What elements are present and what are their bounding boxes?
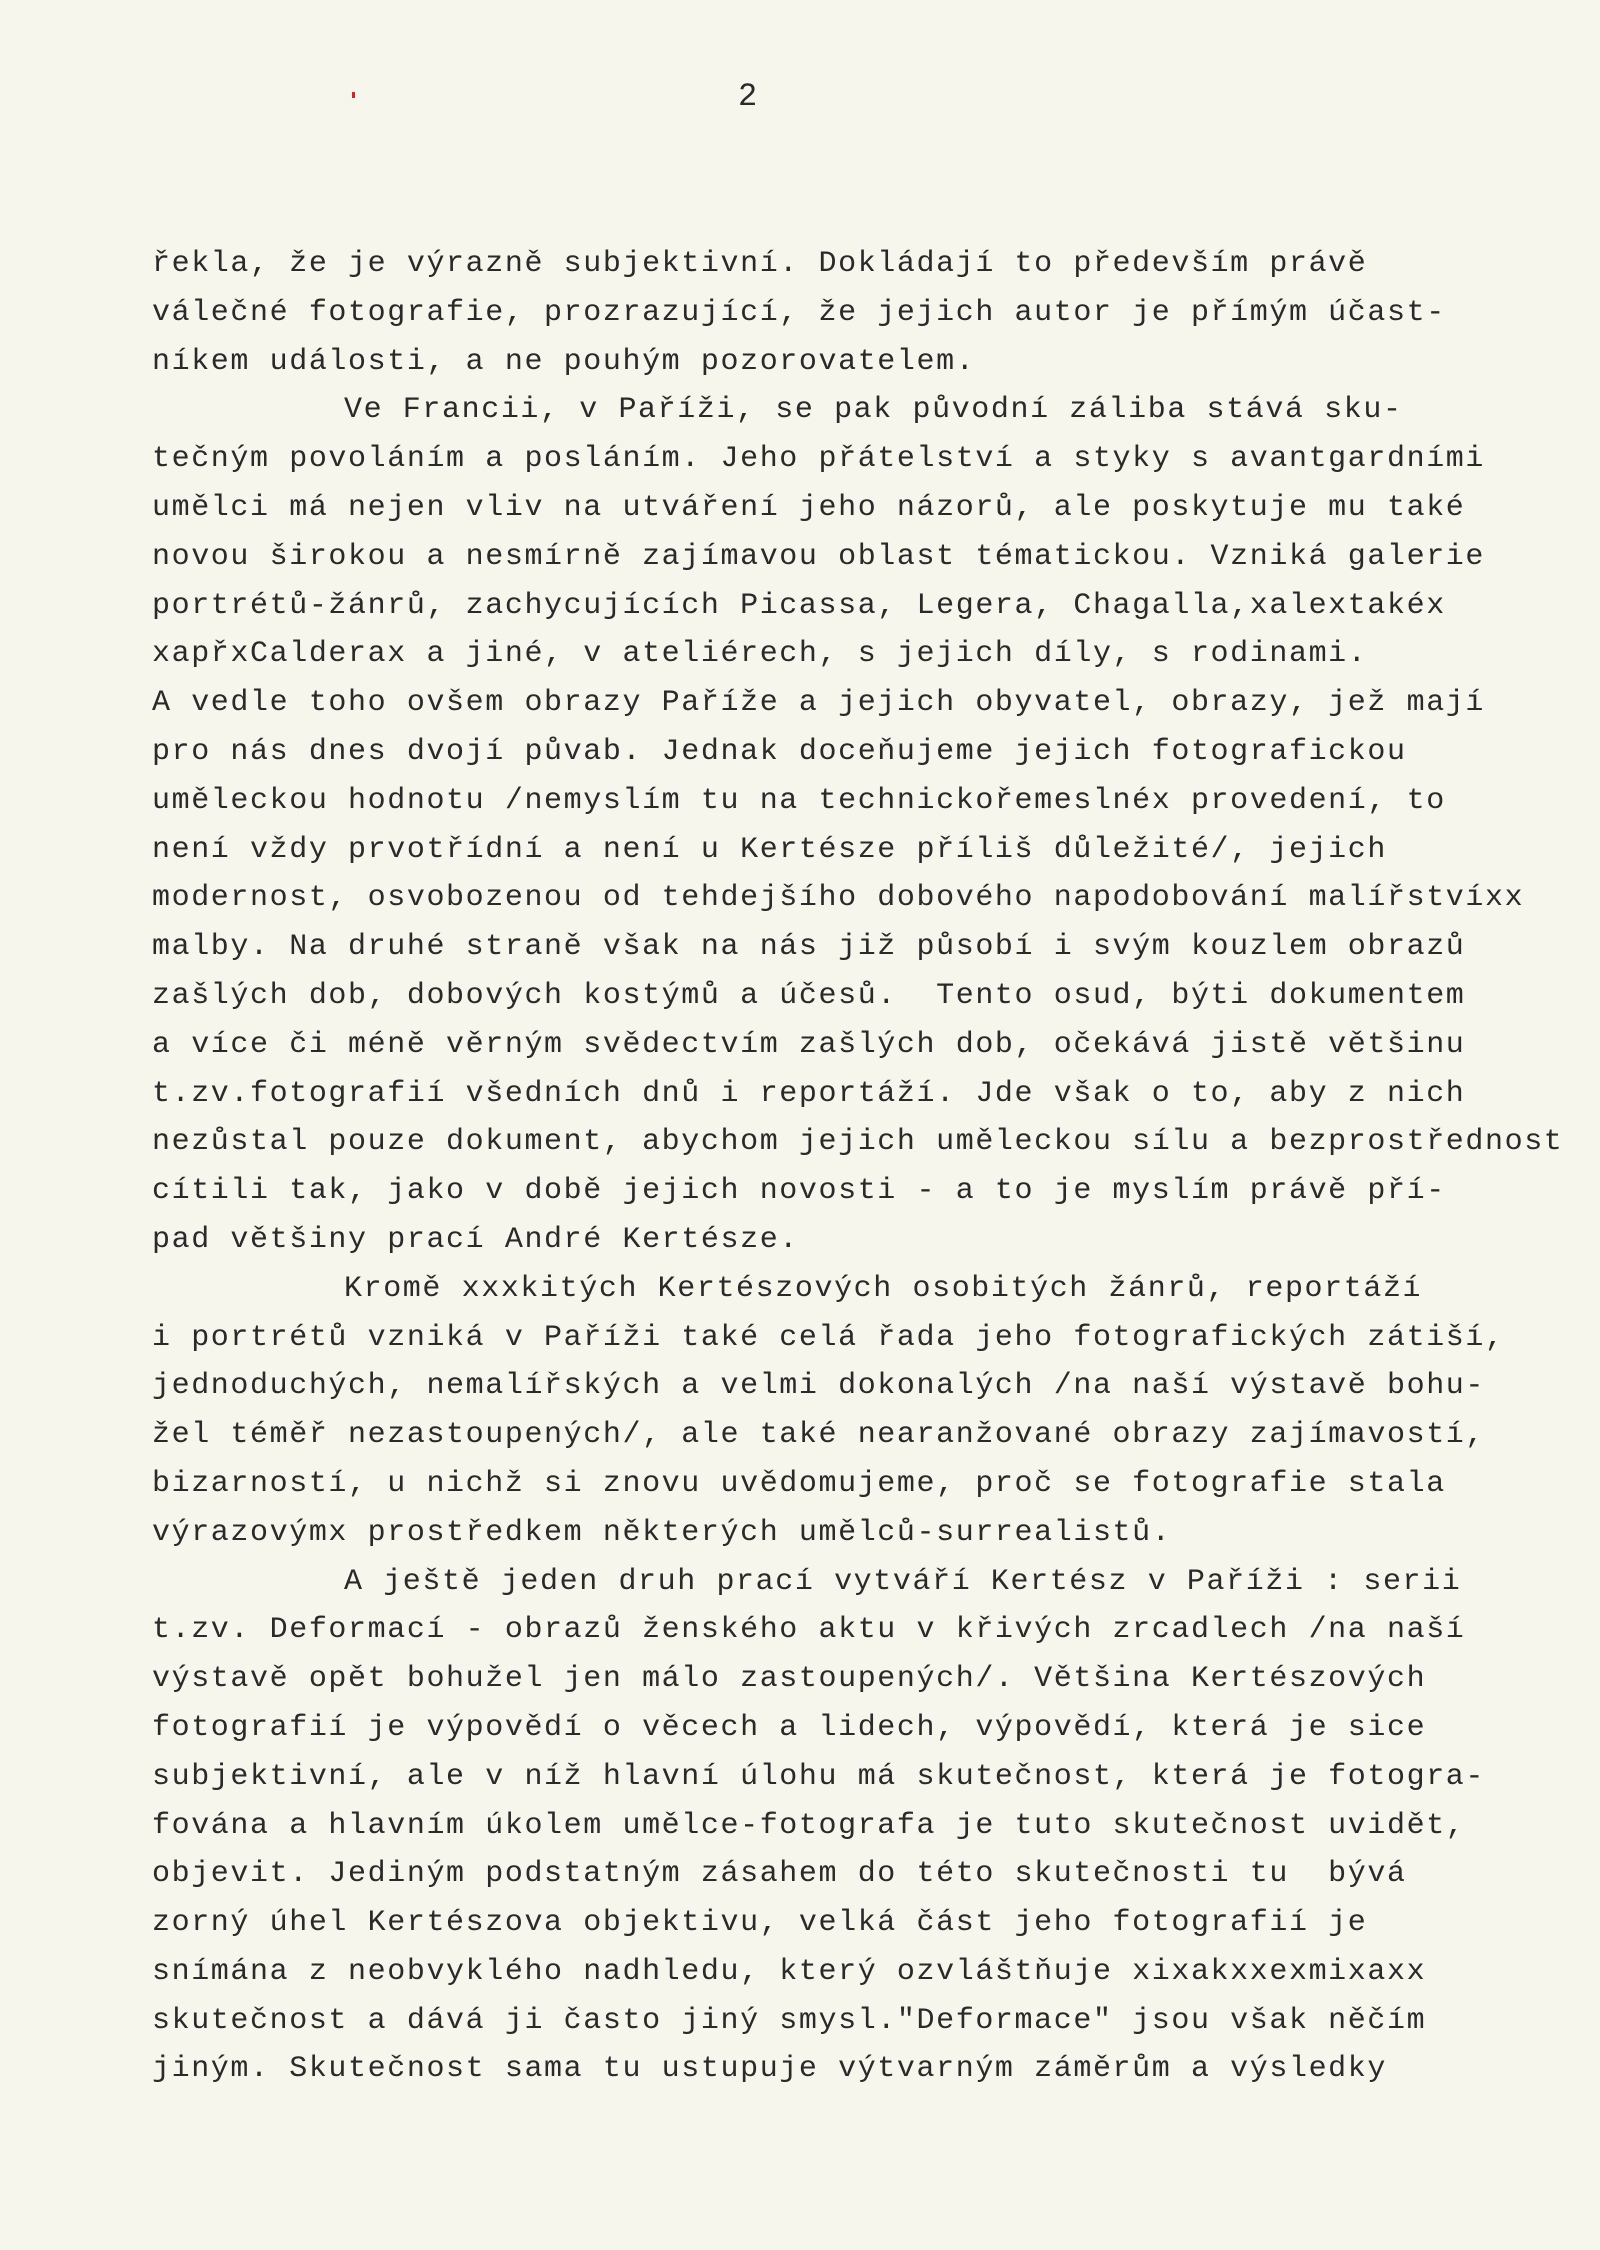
- text-line: t.zv.fotografií všedních dnů i reportáží. Jde však o to, aby z nich: [152, 1076, 1466, 1111]
- text-line: A vedle toho ovšem obrazy Paříže a jejich obyvatel, obrazy, jež mají: [152, 686, 1485, 721]
- text-line: zašlých dob, dobových kostýmů a účesů. Tento osud, býti dokumentem: [152, 978, 1466, 1013]
- text-line: tečným povoláním a posláním. Jeho přátelství a styky s avantgardními: [152, 442, 1485, 477]
- text-line: i portrétů vzniká v Paříži také celá řada jeho fotografických zátiší,: [152, 1320, 1505, 1355]
- text-line: zorný úhel Kertészova objektivu, velká část jeho fotografií je: [152, 1906, 1368, 1941]
- text-line: bizarností, u nichž si znovu uvědomujeme, proč se fotografie stala: [152, 1466, 1446, 1501]
- text-line: výstavě opět bohužel jen málo zastoupených/. Většina Kertészových: [152, 1662, 1427, 1697]
- typewritten-body: [152, 240, 1572, 2094]
- text-line: uměleckou hodnotu /nemyslím tu na technickořemeslnéx provedení, to: [152, 783, 1446, 818]
- text-line: skutečnost a dává ji často jiný smysl."Deformace" jsou však něčím: [152, 2003, 1427, 2038]
- text-line: Kromě xxxkitých Kertészových osobitých žánrů, reportáží: [344, 1271, 1423, 1306]
- text-line: subjektivní, ale v níž hlavní úlohu má skutečnost, která je fotogra-: [152, 1759, 1485, 1794]
- text-line: jiným. Skutečnost sama tu ustupuje výtvarným záměrům a výsledky: [152, 2052, 1387, 2087]
- text-line: objevit. Jediným podstatným zásahem do této skutečnosti tu bývá: [152, 1857, 1407, 1892]
- text-line: A ještě jeden druh prací vytváří Kertész v Paříži : serii: [344, 1564, 1462, 1599]
- text-line: malby. Na druhé straně však na nás již působí i svým kouzlem obrazů: [152, 930, 1466, 965]
- text-line: cítili tak, jako v době jejich novosti - a to je myslím právě pří-: [152, 1174, 1446, 1209]
- red-ink-mark: [352, 92, 355, 98]
- text-line: nezůstal pouze dokument, abychom jejich uměleckou sílu a bezprostřednost: [152, 1125, 1564, 1160]
- text-line: žel téměř nezastoupených/, ale také nearanžované obrazy zajímavostí,: [152, 1418, 1485, 1453]
- text-line: jednoduchých, nemalířských a velmi dokonalých /na naší výstavě bohu-: [152, 1369, 1485, 1404]
- text-line: pro nás dnes dvojí půvab. Jednak doceňujeme jejich fotografickou: [152, 734, 1407, 769]
- text-line: pad většiny prací André Kertésze.: [152, 1222, 799, 1257]
- text-line: výrazovýmx prostředkem některých umělců-surrealistů.: [152, 1515, 1172, 1550]
- text-line: a více či méně věrným svědectvím zašlých dob, očekává jistě většinu: [152, 1027, 1466, 1062]
- text-line: t.zv. Deformací - obrazů ženského aktu v křivých zrcadlech /na naší: [152, 1613, 1466, 1648]
- page-number: 2: [738, 78, 758, 115]
- text-line: modernost, osvobozenou od tehdejšího dobového napodobování malířstvíxx: [152, 881, 1525, 916]
- text-line: řekla, že je výrazně subjektivní. Dokládají to především právě: [152, 247, 1368, 281]
- text-line: umělci má nejen vliv na utváření jeho názorů, ale poskytuje mu také: [152, 490, 1466, 525]
- text-line: snímána z neobvyklého nadhledu, který ozvláštňuje xixakxxexmixaxx: [152, 1954, 1427, 1989]
- text-line: níkem události, a ne pouhým pozorovatelem.: [152, 344, 976, 379]
- text-line: fotografií je výpovědí o věcech a lidech, výpovědí, která je sice: [152, 1710, 1427, 1745]
- text-line: Ve Francii, v Paříži, se pak původní záliba stává sku-: [344, 393, 1403, 428]
- text-line: novou širokou a nesmírně zajímavou oblast tématickou. Vzniká galerie: [152, 539, 1485, 574]
- text-line: fována a hlavním úkolem umělce-fotografa je tuto skutečnost uvidět,: [152, 1808, 1466, 1843]
- text-line: xapřxCalderax a jiné, v ateliérech, s jejich díly, s rodinami.: [152, 637, 1368, 672]
- text-line: portrétů-žánrů, zachycujících Picassa, Legera, Chagalla,xalextakéx: [152, 588, 1446, 623]
- text-line: válečné fotografie, prozrazující, že jejich autor je přímým účast-: [152, 295, 1446, 330]
- text-line: není vždy prvotřídní a není u Kertésze příliš důležité/, jejich: [152, 832, 1387, 867]
